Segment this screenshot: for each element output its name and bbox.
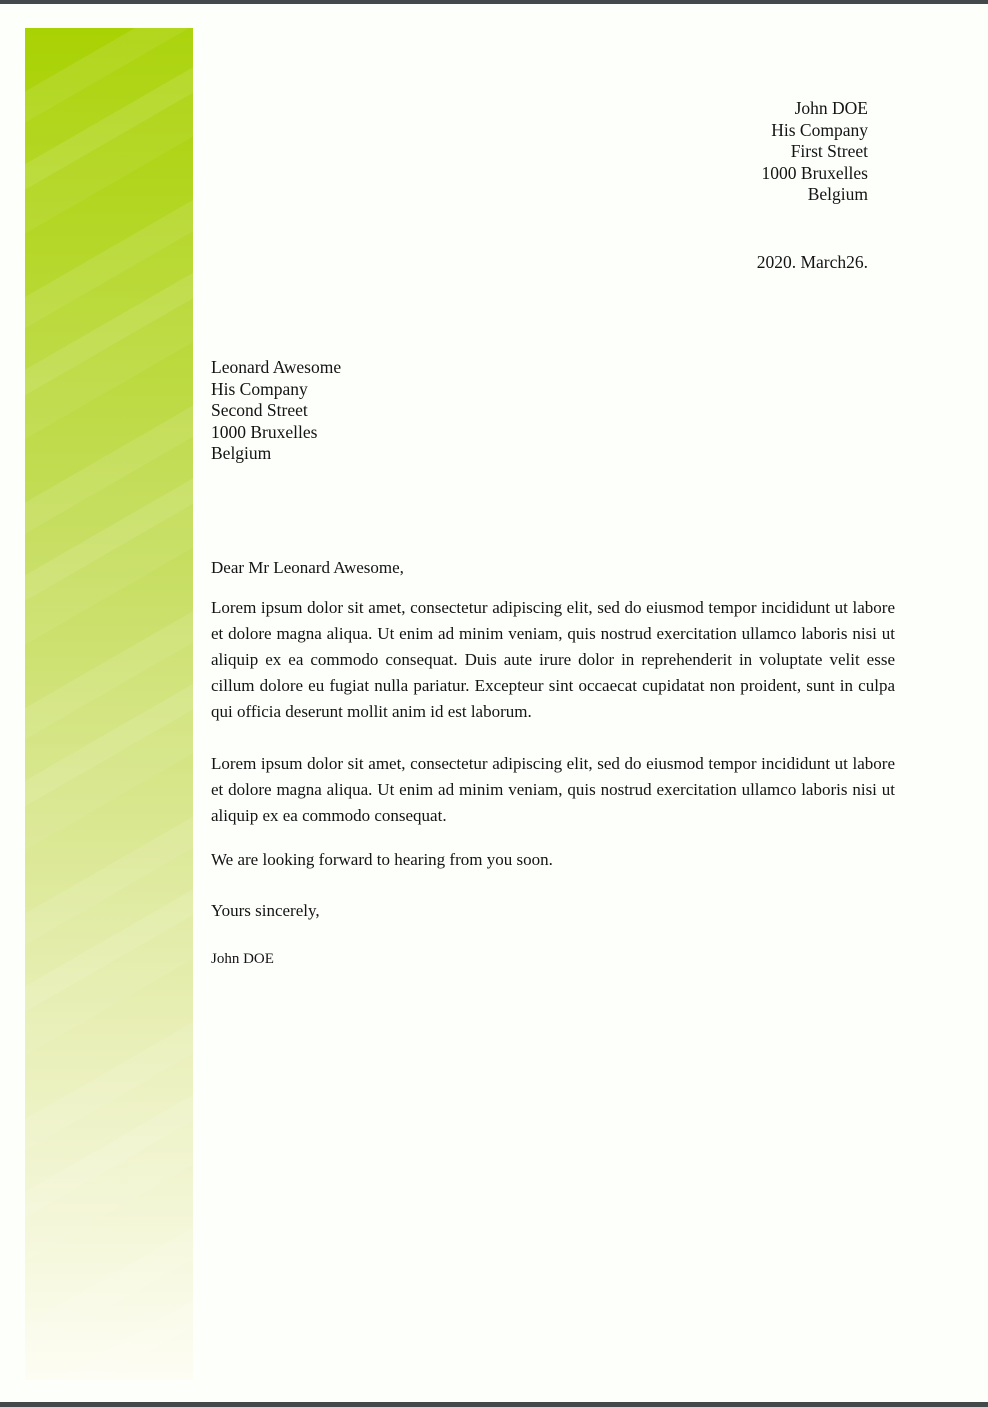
signature-name: John DOE bbox=[211, 951, 274, 967]
salutation: Dear Mr Leonard Awesome, bbox=[211, 558, 404, 577]
sender-street: First Street bbox=[790, 141, 868, 161]
recipient-city: 1000 Bruxelles bbox=[211, 421, 318, 442]
sender-name: John DOE bbox=[794, 98, 868, 118]
recipient-street: Second Street bbox=[211, 400, 308, 420]
sender-city: 1000 Bruxelles bbox=[761, 162, 868, 183]
window-bottom-border bbox=[0, 1402, 988, 1407]
recipient-address-block bbox=[211, 357, 341, 465]
recipient-name: Leonard Awesome bbox=[211, 357, 342, 377]
body-paragraph-2: Lorem ipsum dolor sit amet, consectetur adipiscing elit, sed do eiusmod tempor incididunt ut labore et dolore magna aliqua. Ut enim ad minim veniam, quis nostrud exercitation ullamco laboris nisi ut aliquip ex ea commodo consequat. bbox=[211, 754, 895, 825]
body-paragraph-1: Lorem ipsum dolor sit amet, consectetur adipiscing elit, sed do eiusmod tempor incididunt ut labore et dolore magna aliqua. Ut enim ad minim veniam, quis nostrud exercitation ullamco laboris nisi ut aliquip ex ea commodo consequat. Duis aute irure dolor in reprehenderit in voluptate velit esse cillum dolore eu fugiat nulla pariatur. Excepteur sint occaecat cupidatat non proident, sunt in culpa qui officia deserunt mollit anim id est laborum. bbox=[211, 598, 895, 721]
sender-company: His Company bbox=[771, 119, 868, 140]
recipient-country: Belgium bbox=[211, 443, 272, 463]
recipient-company: His Company bbox=[211, 378, 308, 399]
sender-address-block bbox=[762, 98, 868, 206]
window-top-border bbox=[0, 0, 988, 4]
green-gradient-sidebar bbox=[25, 28, 193, 1380]
sender-country: Belgium bbox=[807, 184, 868, 204]
valediction: Yours sincerely, bbox=[211, 901, 320, 920]
closing-line: We are looking forward to hearing from you soon. bbox=[211, 850, 553, 869]
letter-date: 2020. March26. bbox=[756, 252, 868, 272]
